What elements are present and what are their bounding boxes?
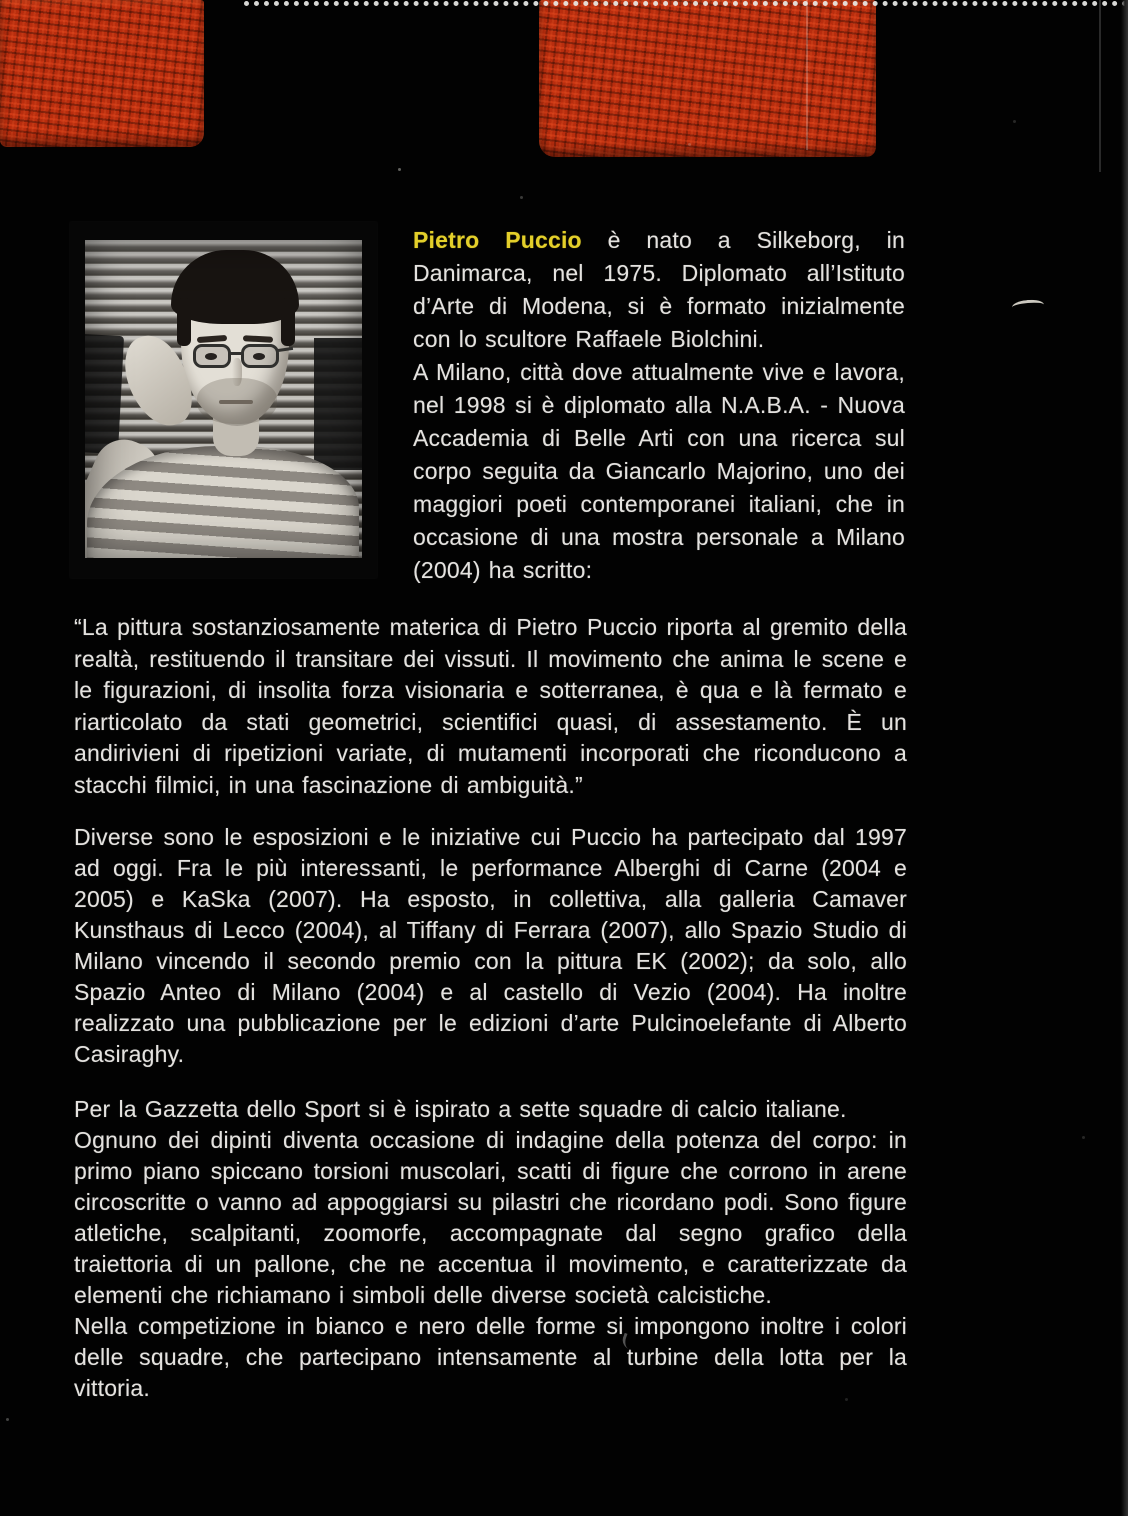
artist-name: Pietro Puccio xyxy=(413,227,582,253)
dust-speck xyxy=(520,196,523,199)
dust-speck xyxy=(845,1398,848,1401)
gazzetta-paragraph-1: Per la Gazzetta dello Sport si è ispirato a sette squadre di calcio italiane. xyxy=(74,1096,847,1122)
dust-speck xyxy=(688,143,691,146)
fabric-band xyxy=(0,0,1128,162)
quote-block xyxy=(74,612,907,801)
exhibitions-block xyxy=(74,822,907,1070)
exhibitions-paragraph: Diverse sono le esposizioni e le iniziative cui Puccio ha partecipato dal 1997 ad oggi. Fra le più interessanti, le performance Alberghi di Carne (2004 e 2005) e KaSka (2007). Ha esposto, in collettiva, alla galleria Camaver Kunsthaus di Lecco (2004), al Tiffany di Ferrara (2007), allo Spazio Studio di Milano vincendo il secondo premio con la pittura EK (2002); da solo, allo Spazio Anteo di Milano (2004) e al castello di Vezio (2004). Ha inoltre realizzato una pubblicazione per le edizioni d’arte Pulcinoelefante di Alberto Casiraghy. xyxy=(74,824,907,1067)
fabric-crease xyxy=(806,0,808,150)
dust-speck xyxy=(1013,120,1016,123)
gazzetta-paragraph-2: Ognuno dei dipinti diventa occasione di indagine della potenza del corpo: in primo piano spiccano torsioni muscolari, scatti di figure che corrono in arene circoscritte o vanno ad appoggiarsi su pilastri che ricordano podi. Sono figure atletiche, scalpitanti, zoomorfe, accompagnate dal segno grafico della traiettoria di un pallone, che ne accentua il movimento, e caratterizzate da elementi che richiamano i simboli delle diverse società calcistiche. xyxy=(74,1127,907,1308)
fabric-crease xyxy=(1099,0,1101,172)
quote-paragraph: “La pittura sostanziosamente materica di Pietro Puccio riporta al gremito della realtà, restituendo il transitare dei vissuti. Il movimento che anima le scene e le figurazioni, di insolita forza visionaria e sotterranea, è qua e là fermato e riarticolato da stati geometrici, scientifici quasi, di assestamento. È un andirivieni di ripetizioni variate, di mutamenti incorporati che riconducono a stacchi filmici, in una fascinazione di ambiguità.” xyxy=(74,614,907,798)
dust-speck xyxy=(1082,1136,1085,1139)
gazzetta-paragraph-3: Nella competizione in bianco e nero delle forme si impongono inoltre i colori delle squadre, che partecipano intensamente al turbine della lotta per la vittoria. xyxy=(74,1313,907,1401)
gazzetta-block xyxy=(74,1094,907,1404)
stitch-dotted-edge xyxy=(244,1,1128,6)
page-edge xyxy=(1121,0,1128,1516)
bio-intro-text: è nato a Silkeborg, in Danimarca, nel 1975. Diplomato all’Istituto d’Arte di Modena, si è formato inizialmente con lo scultore Raffaele Biolchini. xyxy=(413,227,905,352)
fabric-red-block-right xyxy=(539,0,876,157)
bio-text xyxy=(413,224,905,587)
dust-speck xyxy=(398,168,401,171)
scan-glare-mark xyxy=(1012,299,1045,314)
bio-paragraph-intro xyxy=(413,224,905,356)
bio-paragraph-milan: A Milano, città dove attualmente vive e lavora, nel 1998 si è diplomato alla N.A.B.A. - Nuova Accademia di Belle Arti con una ricerca sul corpo seguita da Giancarlo Majorino, uno dei maggiori poeti contemporanei italiani, che in occasione di una mostra personale a Milano (2004) ha scritto: xyxy=(413,359,905,583)
photo-vignette xyxy=(85,240,362,558)
artist-photo-image xyxy=(85,240,362,558)
dust-speck xyxy=(6,1418,9,1421)
artist-photo xyxy=(70,222,377,578)
fabric-red-block-left xyxy=(0,0,204,147)
